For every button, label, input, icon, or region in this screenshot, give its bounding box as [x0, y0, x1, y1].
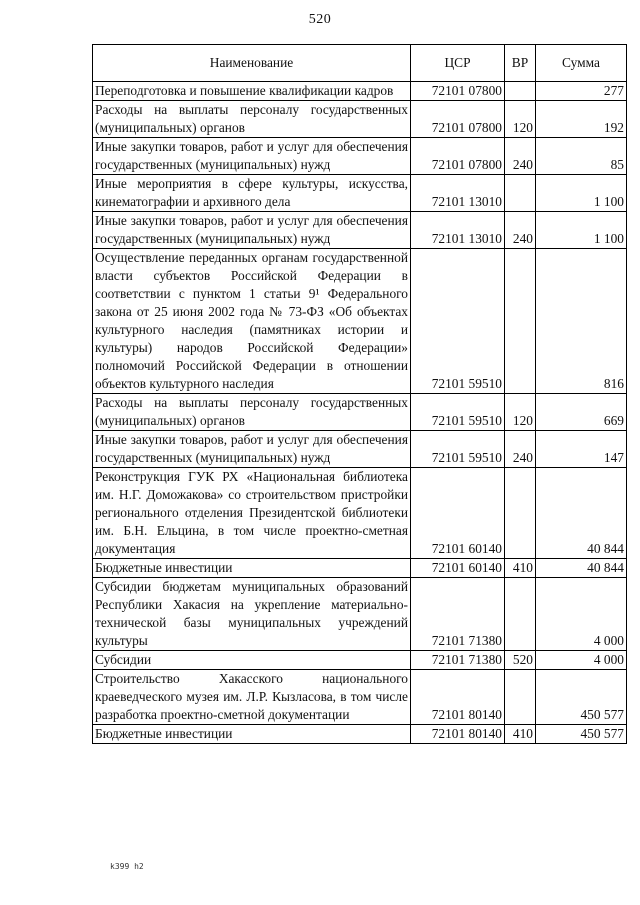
table-row — [93, 175, 627, 212]
row-csr: 72101 13010 — [411, 212, 505, 249]
row-csr: 72101 07800 — [411, 101, 505, 138]
table-row — [93, 82, 627, 101]
table-row — [93, 725, 627, 744]
row-vr — [505, 670, 536, 725]
row-vr: 240 — [505, 212, 536, 249]
row-vr: 120 — [505, 101, 536, 138]
row-name: Расходы на выплаты персоналу государственных (муниципальных) органов — [93, 394, 411, 431]
row-sum: 147 — [536, 431, 627, 468]
table-row — [93, 138, 627, 175]
row-csr: 72101 60140 — [411, 468, 505, 559]
table-row — [93, 212, 627, 249]
table-row — [93, 249, 627, 394]
table-row — [93, 101, 627, 138]
row-csr: 72101 71380 — [411, 651, 505, 670]
row-csr: 72101 59510 — [411, 431, 505, 468]
row-name: Субсидии бюджетам муниципальных образований Республики Хакасия на укрепление материально-технической базы муниципальных учреждений культуры — [93, 578, 411, 651]
row-csr: 72101 71380 — [411, 578, 505, 651]
row-sum: 277 — [536, 82, 627, 101]
row-sum: 450 577 — [536, 725, 627, 744]
row-sum: 40 844 — [536, 559, 627, 578]
row-sum: 85 — [536, 138, 627, 175]
header-csr: ЦСР — [411, 45, 505, 82]
row-vr: 120 — [505, 394, 536, 431]
row-vr: 410 — [505, 559, 536, 578]
page-number: 520 — [308, 12, 332, 27]
table-row — [93, 394, 627, 431]
header-vr: ВР — [505, 45, 536, 82]
row-csr: 72101 60140 — [411, 559, 505, 578]
row-vr — [505, 468, 536, 559]
row-sum: 4 000 — [536, 651, 627, 670]
table-row — [93, 670, 627, 725]
row-sum: 4 000 — [536, 578, 627, 651]
row-name: Иные закупки товаров, работ и услуг для обеспечения государственных (муниципальных) нужд — [93, 431, 411, 468]
row-sum: 450 577 — [536, 670, 627, 725]
row-vr: 240 — [505, 138, 536, 175]
table-row — [93, 468, 627, 559]
row-name: Переподготовка и повышение квалификации кадров — [93, 82, 411, 101]
row-csr: 72101 59510 — [411, 394, 505, 431]
row-sum: 1 100 — [536, 175, 627, 212]
row-csr: 72101 07800 — [411, 138, 505, 175]
row-sum: 192 — [536, 101, 627, 138]
header-name: Наименование — [93, 45, 411, 82]
row-vr: 520 — [505, 651, 536, 670]
row-name: Осуществление переданных органам государственной власти субъектов Российской Федерации в соответствии с пунктом 1 статьи 9¹ Федерального закона от 25 июня 2002 года № 73-ФЗ «Об объектах культурного наследия (памятниках истории и культуры) народов Российской Федерации» полномочий Российской Федерации в отношении объектов культурного наследия — [93, 249, 411, 394]
row-name: Бюджетные инвестиции — [93, 725, 411, 744]
table-header-row — [93, 45, 627, 82]
row-sum: 40 844 — [536, 468, 627, 559]
row-csr: 72101 80140 — [411, 725, 505, 744]
row-vr — [505, 82, 536, 101]
budget-table — [92, 44, 627, 744]
header-sum: Сумма — [536, 45, 627, 82]
row-csr: 72101 80140 — [411, 670, 505, 725]
row-sum: 669 — [536, 394, 627, 431]
table-row — [93, 651, 627, 670]
row-vr — [505, 578, 536, 651]
table-row — [93, 431, 627, 468]
row-sum: 1 100 — [536, 212, 627, 249]
row-name: Реконструкция ГУК РХ «Национальная библиотека им. Н.Г. Доможакова» со строительством пристройки регионального отделения Президентской библиотеки им. Б.Н. Ельцина, в том числе проектно-сметная документация — [93, 468, 411, 559]
row-csr: 72101 07800 — [411, 82, 505, 101]
table-row — [93, 578, 627, 651]
row-sum: 816 — [536, 249, 627, 394]
row-name: Строительство Хакасского национального краеведческого музея им. Л.Р. Кызласова, в том числе разработка проектно-сметной документации — [93, 670, 411, 725]
row-name: Расходы на выплаты персоналу государственных (муниципальных) органов — [93, 101, 411, 138]
row-vr: 240 — [505, 431, 536, 468]
row-name: Иные мероприятия в сфере культуры, искусства, кинематографии и архивного дела — [93, 175, 411, 212]
row-vr — [505, 175, 536, 212]
row-name: Субсидии — [93, 651, 411, 670]
table-row — [93, 559, 627, 578]
row-csr: 72101 59510 — [411, 249, 505, 394]
row-name: Бюджетные инвестиции — [93, 559, 411, 578]
footer-code: k399 h2 — [110, 862, 144, 871]
row-vr — [505, 249, 536, 394]
row-name: Иные закупки товаров, работ и услуг для обеспечения государственных (муниципальных) нужд — [93, 138, 411, 175]
row-vr: 410 — [505, 725, 536, 744]
row-name: Иные закупки товаров, работ и услуг для обеспечения государственных (муниципальных) нужд — [93, 212, 411, 249]
row-csr: 72101 13010 — [411, 175, 505, 212]
